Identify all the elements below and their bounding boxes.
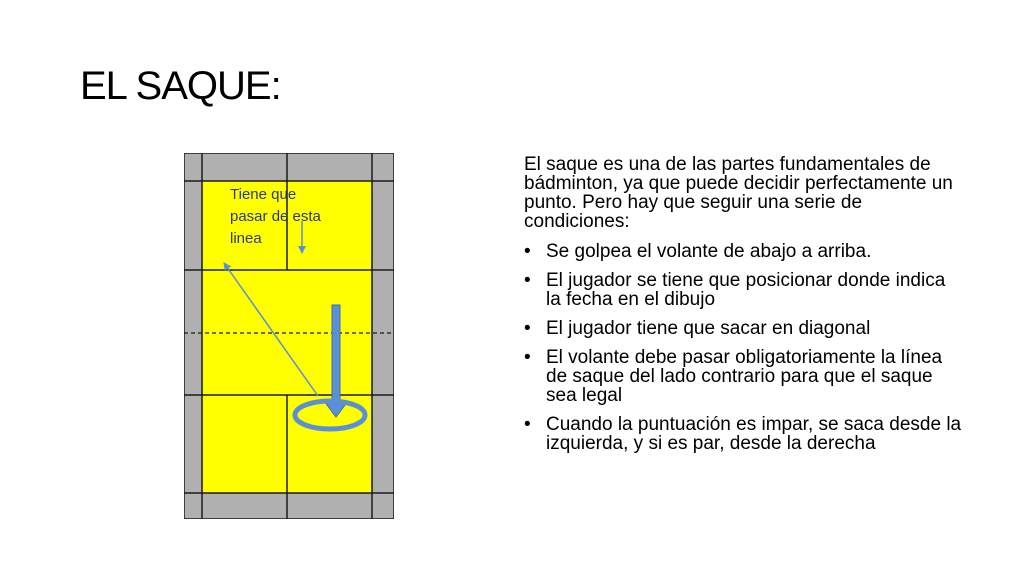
- bullet-item: • El jugador se tiene que posicionar donde indica la fecha en el dibujo: [524, 271, 964, 309]
- court-note-line: Tiene que: [230, 186, 297, 203]
- bullet-item: • El jugador tiene que sacar en diagonal: [524, 319, 964, 338]
- bullet-item: • Se golpea el volante de abajo a arriba.: [524, 242, 964, 261]
- court-note: [230, 184, 350, 250]
- court-note-line: pasar de esta: [230, 208, 321, 225]
- content-text: [524, 155, 964, 463]
- bullet-item: • El volante debe pasar obligatoriamente la línea de saque del lado contrario para que el saque sea legal: [524, 348, 964, 405]
- slide-title: EL SAQUE:: [80, 64, 281, 108]
- intro-paragraph: El saque es una de las partes fundamentales de bádminton, ya que puede decidir perfectamente un punto. Pero hay que seguir una serie de condiciones:: [524, 154, 953, 232]
- bullet-item: • Cuando la puntuación es impar, se saca desde la izquierda, y si es par, desde la derecha: [524, 415, 964, 453]
- bullet-list: [524, 242, 964, 453]
- court-note-line: linea: [230, 230, 262, 247]
